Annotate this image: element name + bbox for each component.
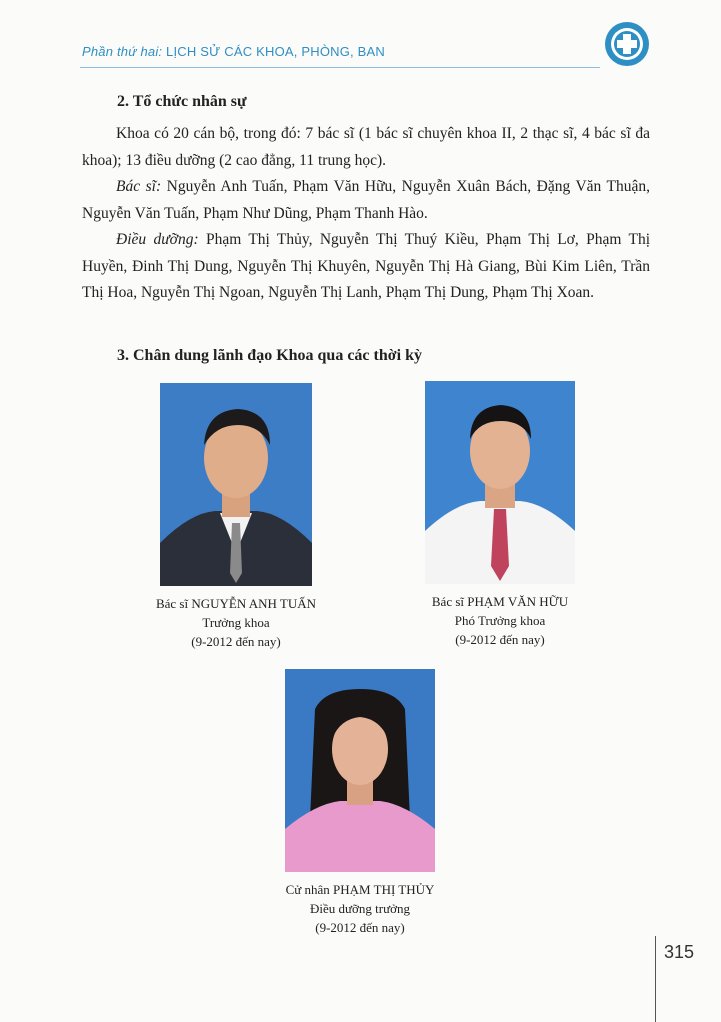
page-number-rule	[655, 936, 656, 1022]
portrait-period: (9-2012 đến nay)	[455, 632, 545, 647]
running-header	[82, 44, 385, 59]
portrait-photo-3	[285, 669, 435, 872]
portrait-period: (9-2012 đến nay)	[191, 634, 281, 649]
portrait-name: Cử nhân PHẠM THỊ THỦY	[285, 882, 435, 897]
staff-summary-paragraph: Khoa có 20 cán bộ, trong đó: 7 bác sĩ (1 bác sĩ chuyên khoa II, 2 thạc sĩ, 4 bác sĩ đa khoa); 13 điều dưỡng (2 cao đẳng, 11 trung học).	[82, 125, 650, 169]
nurses-list: Phạm Thị Thủy, Nguyễn Thị Thuý Kiều, Phạm Thị Lơ, Phạm Thị Huyền, Đinh Thị Dung, Nguyễn Thị Khuyên, Nguyễn Thị Hà Giang, Bùi Kim Liên, Trần Thị Hoa, Nguyễn Thị Ngoan, Nguyễn Thị Lanh, Phạm Thị Dung, Phạm Thị Xoan.	[82, 231, 650, 301]
portrait-name: Bác sĩ NGUYỄN ANH TUẤN	[155, 596, 317, 611]
portrait-photo-2	[425, 381, 575, 584]
page-number: 315	[664, 942, 695, 962]
hospital-logo-icon	[603, 20, 651, 68]
portrait-period: (9-2012 đến nay)	[315, 920, 405, 935]
portrait-role: Điều dưỡng trưởng	[309, 901, 411, 916]
section-2-title: 2. Tổ chức nhân sự	[117, 93, 247, 110]
header-part-label: Phần thứ hai:	[82, 44, 163, 59]
nurses-label: Điều dưỡng:	[116, 231, 199, 248]
doctors-paragraph	[82, 174, 650, 227]
portrait-caption-3	[240, 880, 480, 937]
portrait-name: Bác sĩ PHẠM VĂN HỮU	[431, 594, 569, 609]
doctors-list: Nguyễn Anh Tuấn, Phạm Văn Hữu, Nguyễn Xuân Bách, Đặng Văn Thuận, Nguyễn Văn Tuấn, Phạm Như Dũng, Phạm Thanh Hào.	[82, 178, 650, 222]
portrait-caption-1	[116, 594, 356, 651]
section-3-title: 3. Chân dung lãnh đạo Khoa qua các thời kỳ	[117, 347, 422, 364]
portrait-photo-1	[160, 383, 312, 586]
doctors-label: Bác sĩ:	[116, 178, 162, 195]
portrait-role: Trưởng khoa	[202, 615, 270, 630]
portrait-role: Phó Trưởng khoa	[454, 613, 546, 628]
header-rule	[80, 67, 600, 68]
portrait-caption-2	[380, 592, 620, 649]
header-title: LỊCH SỬ CÁC KHOA, PHÒNG, BAN	[166, 44, 386, 59]
nurses-paragraph	[82, 227, 650, 307]
